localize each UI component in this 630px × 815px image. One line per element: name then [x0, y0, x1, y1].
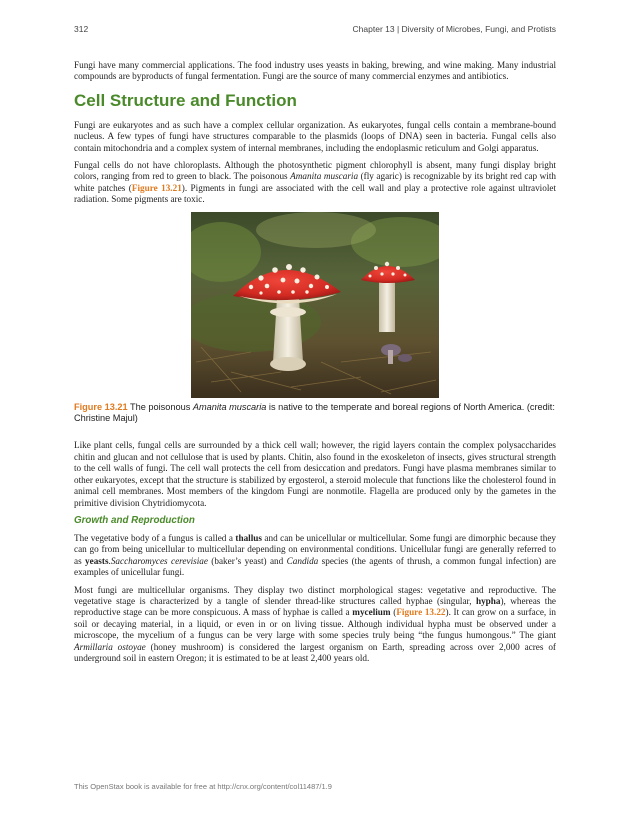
page-header	[74, 24, 556, 36]
page-content	[74, 60, 556, 670]
subsection-heading: Growth and Reproduction	[74, 514, 195, 526]
chapter-title: Chapter 13 | Diversity of Microbes, Fungi, and Protists	[352, 24, 556, 34]
amanita-illustration	[191, 212, 439, 398]
figure-13-21-link[interactable]: Figure 13.21	[131, 182, 182, 193]
pigment-paragraph: Fungal cells do not have chloroplasts. Although the photosynthetic pigment chlorophyll is absent, many fungi display bright colors, ranging from red to green to black. The poisonous Amanita muscaria (fly agaric) is recognizable by its bright red cap with white patches (Figure 13.21). Pigments in fungi are associated with the cell wall and play a protective role against ultraviolet radiation. Some pigments are toxic.	[74, 160, 557, 205]
figure-13-22-link[interactable]: Figure 13.22	[396, 607, 446, 618]
page-number: 312	[74, 24, 89, 34]
thallus-paragraph: The vegetative body of a fungus is called a thallus and can be unicellular or multicellular. Some fungi are dimorphic because they can go from being unicellular to multicellular depending on environmental conditions. Unicellular fungi are generally referred to as yeasts.Saccharomyces cerevisiae (baker’s yeast) and Candida species (the agents of thrush, a common fungal infection) are examples of unicellular fungi.	[74, 532, 557, 578]
hyphae-paragraph: Most fungi are multicellular organisms. They display two distinct morphological stages: vegetative and reproductive. The vegetative stage is characterized by a tangle of slender thread-like structures called hyphae (singular, hypha), whereas the reproductive stage can be more conspicuous. A mass of hyphae is called a mycelium (Figure 13.22). It can grow on a surface, in soil or decaying material, in a liquid, or even in or on living tissue. Although individual hypha must be observed under a microscope, the mycelium of a fungus can be very large with some species truly being “the fungus humongous.” The giant Armillaria ostoyae (honey mushroom) is considered the largest organism on Earth, spreading across over 2,000 acres of underground soil in eastern Oregon; it is estimated to be at least 2,400 years old.	[74, 584, 557, 663]
mushroom-photo	[191, 212, 439, 398]
intro-paragraph: Fungi have many commercial applications. The food industry uses yeasts in baking, brewing, and wine making. Many industrial compounds are byproducts of fungal fermentation. Fungi are the source of many commercial enzymes and antibiotics.	[74, 60, 556, 82]
cell-wall-paragraph: Like plant cells, fungal cells are surrounded by a thick cell wall; however, the rigid layers contain the complex polysaccharides chitin and glucan and not cellulose that is used by plants. Chitin, also found in the exoskeleton of insects, gives structural strength to the cell walls of fungi. The cell wall protects the cell from desiccation and predators. Fungi have plasma membranes similar to other eukaryotes, except that the structure is stabilized by ergosterol, a steroid molecule that functions like the cholesterol found in animal cell membranes. Most members of the kingdom Fungi are nonmotile. Flagella are produced only by the gametes in the primitive division Chytridiomycota.	[74, 440, 556, 508]
figure-label: Figure 13.21	[74, 401, 128, 412]
page-footer: This OpenStax book is available for free at http://cnx.org/content/col11487/1.9	[74, 782, 332, 791]
figure-caption: Figure 13.21 The poisonous Amanita muscaria is native to the temperate and boreal regions of North America. (credit: Christine Majul)	[74, 401, 555, 424]
eukaryote-paragraph: Fungi are eukaryotes and as such have a complex cellular organization. As eukaryotes, fungal cells contain a membrane-bound nucleus. A few types of fungi have structures comparable to the plasmids (loops of DNA) seen in bacteria. Fungal cells also contain mitochondria and a complex system of internal membranes, including the endoplasmic reticulum and Golgi apparatus.	[74, 119, 556, 153]
section-heading: Cell Structure and Function	[74, 90, 297, 110]
